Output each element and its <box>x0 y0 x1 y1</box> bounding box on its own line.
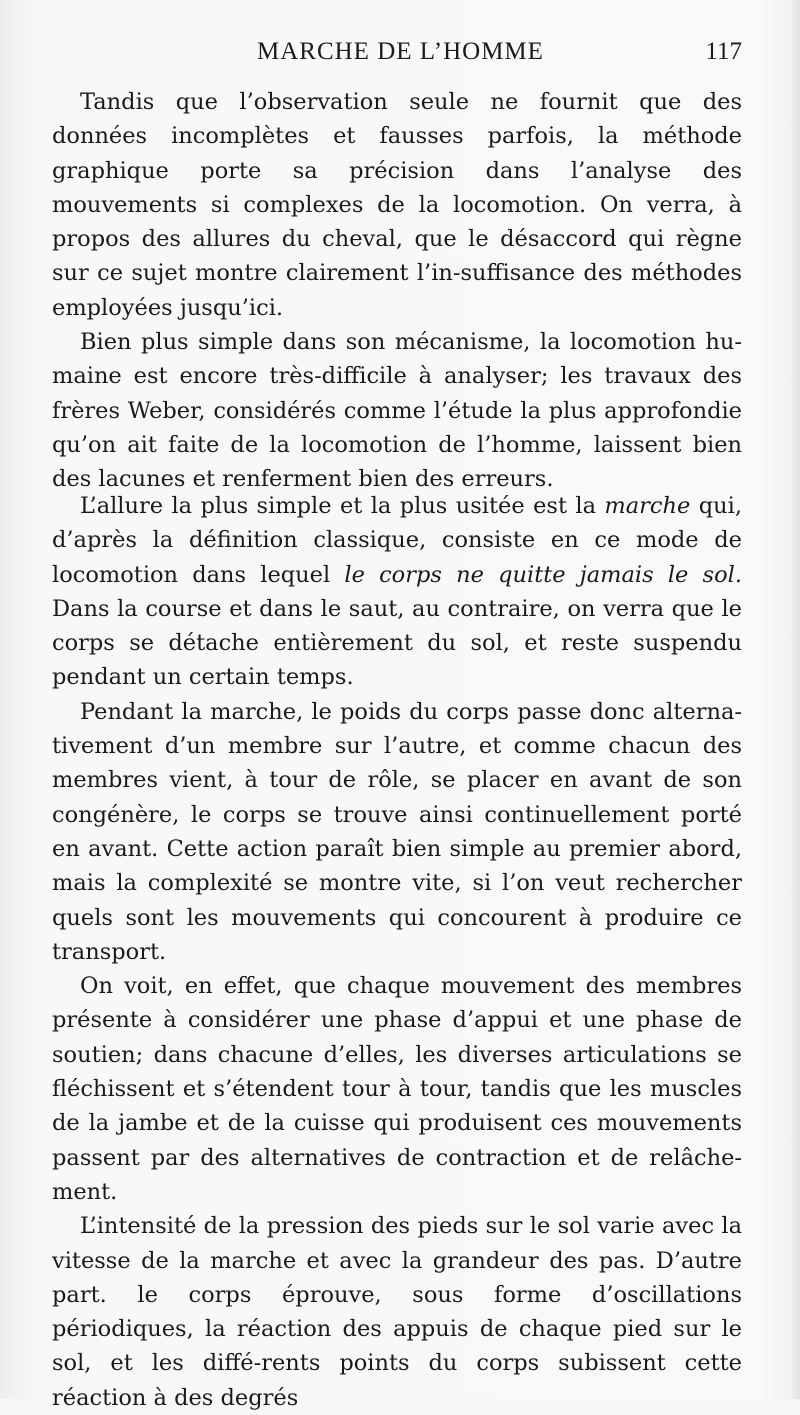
page-number: 117 <box>705 38 742 65</box>
paragraph-1: Tandis que l’observation seule ne fournit que des données incomplètes et fausses parfois, la méthode graphique porte sa précision dans l’analyse des mouvements si complexes de la locomotion. On verra, à propos des allures du cheval, que le désaccord qui règne sur ce sujet montre clairement l’in-suffisance des méthodes employées jusqu’ici. <box>52 89 742 321</box>
page-header <box>52 38 742 72</box>
paragraph-6: L’intensité de la pression des pieds sur le sol varie avec la vitesse de la marche et avec la grandeur des pas. D’autre part. le corps éprouve, sous forme d’oscillations périodiques, la réaction des appuis de chaque pied sur le sol, et les diffé-rents points du corps subissent cette réaction à des degrés <box>52 1213 742 1411</box>
text-block-top <box>52 85 742 497</box>
emphasis-marche: marche <box>604 493 691 519</box>
running-title: MARCHE DE L’HOMME <box>257 38 544 65</box>
paragraph-3-part-2: qui, d’après la définition classique, consiste en ce mode de locomotion dans lequel <box>52 493 742 588</box>
paragraph-2: Bien plus simple dans son mécanisme, la locomotion hu-maine est encore très-difficile à analyser; les travaux des frères Weber, considérés comme l’étude la plus approfondie qu’on ait faite de la locomotion de l’homme, laissent bien des lacunes et renferment bien des erreurs. <box>52 329 742 493</box>
page-edge-shadow <box>790 0 800 1399</box>
text-block-bottom <box>52 489 742 1415</box>
paragraph-4: Pendant la marche, le poids du corps passe donc alterna-tivement d’un membre sur l’autre, et comme chacun des membres vient, à tour de rôle, se placer en avant de son congénère, le corps se trouve ainsi continuellement porté en avant. Cette action paraît bien simple au premier abord, mais la complexité se montre vite, si l’on veut rechercher quels sont les mouvements qui concourent à produire ce transport. <box>52 698 742 965</box>
emphasis-definition: le corps ne quitte jamais le sol. <box>344 561 742 588</box>
paragraph-3-part-1: L’allure la plus simple et la plus usitée est la <box>80 493 605 519</box>
paragraph-3-part-3: Dans la course et dans le saut, au contraire, on verra que le corps se détache entièrement du sol, et reste suspendu pendant un certain temps. <box>52 595 742 691</box>
paragraph-3 <box>52 489 742 695</box>
paragraph-5: On voit, en effet, que chaque mouvement des membres présente à considérer une phase d’appui et une phase de soutien; dans chacune d’elles, les diverses articulations se fléchissent et s’étendent tour à tour, tandis que les muscles de la jambe et de la cuisse qui produisent ces mouvements passent par des alternatives de contraction et de relâche-ment. <box>52 973 742 1205</box>
